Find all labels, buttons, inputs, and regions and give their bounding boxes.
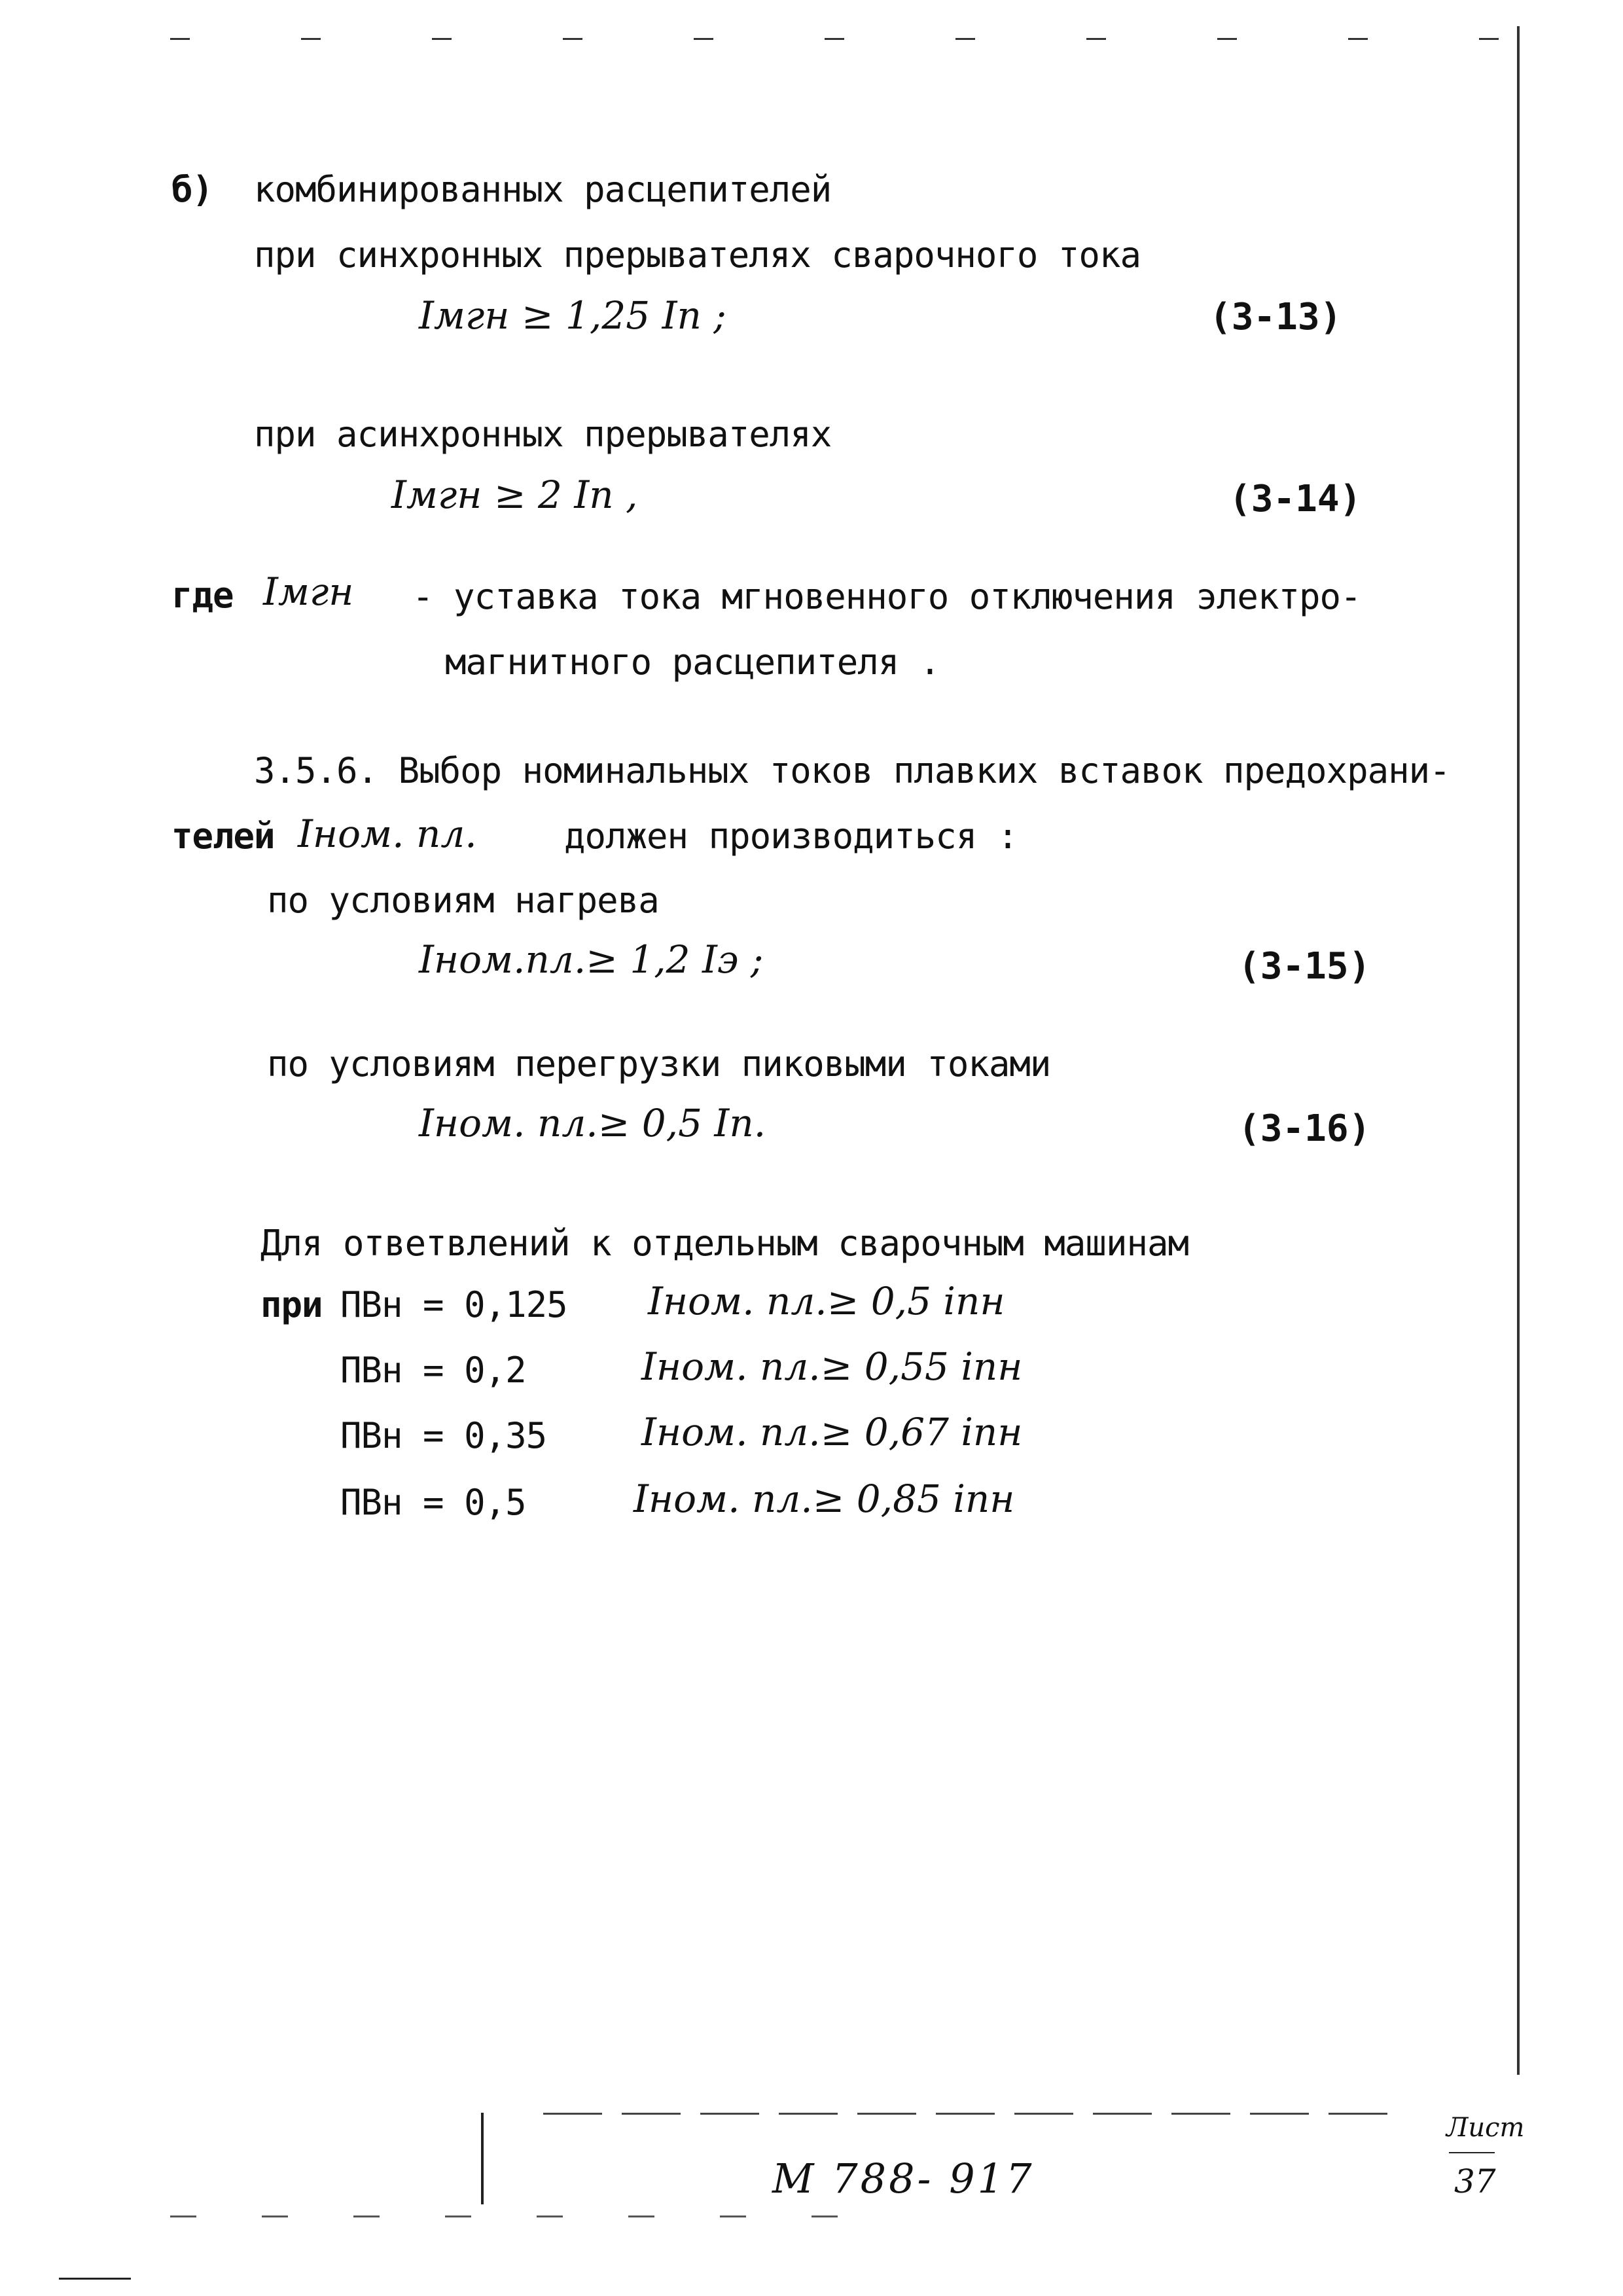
where-word: где bbox=[171, 575, 234, 616]
eq-number-3-15: (3-15) bbox=[1238, 945, 1371, 988]
section-356-symbol: Iном. пл. bbox=[298, 812, 477, 856]
formula-3-13: Iмгн ≥ 1,25 Iп ; bbox=[419, 293, 726, 338]
overload-label: по условиям перегрузки пиковыми токами bbox=[267, 1043, 1051, 1085]
async-label: при асинхронных прерывателях bbox=[254, 414, 832, 455]
document-code: М 788- 917 bbox=[772, 2155, 1035, 2202]
formula-3-15: Iном.пл.≥ 1,2 Iэ ; bbox=[419, 937, 764, 982]
branch-row-formula: Iном. пл.≥ 0,55 iпн bbox=[641, 1344, 1023, 1389]
heating-label: по условиям нагрева bbox=[267, 880, 659, 921]
section-b-marker: б) bbox=[171, 169, 213, 210]
footer-bottom-dash-rule bbox=[170, 2215, 890, 2217]
formula-3-14: Iмгн ≥ 2 Iп , bbox=[391, 473, 638, 517]
section-b-heading: комбинированных расцепителей bbox=[254, 169, 832, 210]
page-frame-right-border bbox=[1517, 26, 1520, 2075]
top-dash-rule bbox=[170, 38, 1512, 40]
footer-sheet-divider bbox=[1449, 2152, 1495, 2153]
eq-number-3-13: (3-13) bbox=[1209, 296, 1342, 338]
footer-top-dash-rule bbox=[543, 2113, 1407, 2115]
eq-number-3-16: (3-16) bbox=[1238, 1107, 1371, 1150]
footer-divider-vertical bbox=[481, 2113, 484, 2204]
where-definition-line2: магнитного расцепителя . bbox=[445, 641, 940, 683]
formula-3-16: Iном. пл.≥ 0,5 Iп. bbox=[419, 1101, 766, 1145]
branch-row-formula: Iном. пл.≥ 0,5 iпн bbox=[648, 1279, 1005, 1323]
branch-row-pv: ПВн = 0,5 bbox=[340, 1482, 526, 1523]
bottom-left-rule bbox=[59, 2278, 131, 2280]
section-356-intro-line1: 3.5.6. Выбор номинальных токов плавких вставок предохрани- bbox=[254, 750, 1450, 791]
branch-row-pv: ПВн = 0,125 bbox=[340, 1284, 567, 1325]
branches-prefix: при bbox=[260, 1284, 323, 1325]
branch-row-formula: Iном. пл.≥ 0,67 iпн bbox=[641, 1410, 1023, 1454]
branch-row-pv: ПВн = 0,35 bbox=[340, 1415, 547, 1456]
branch-row-formula: Iном. пл.≥ 0,85 iпн bbox=[633, 1477, 1015, 1521]
sheet-label: Лист bbox=[1446, 2113, 1525, 2143]
section-356-intro-end: должен производиться : bbox=[564, 816, 1018, 857]
eq-number-3-14: (3-14) bbox=[1229, 478, 1362, 520]
branch-row-pv: ПВн = 0,2 bbox=[340, 1350, 526, 1391]
sync-label: при синхронных прерывателях сварочного тока bbox=[254, 234, 1141, 276]
where-symbol: Iмгн bbox=[263, 569, 354, 614]
section-356-intro-start: телей bbox=[171, 816, 275, 857]
branches-title: Для ответвлений к отдельным сварочным машинам bbox=[260, 1223, 1188, 1264]
where-definition-line1: - уставка тока мгновенного отключения электро- bbox=[412, 576, 1361, 617]
sheet-number: 37 bbox=[1454, 2162, 1496, 2200]
